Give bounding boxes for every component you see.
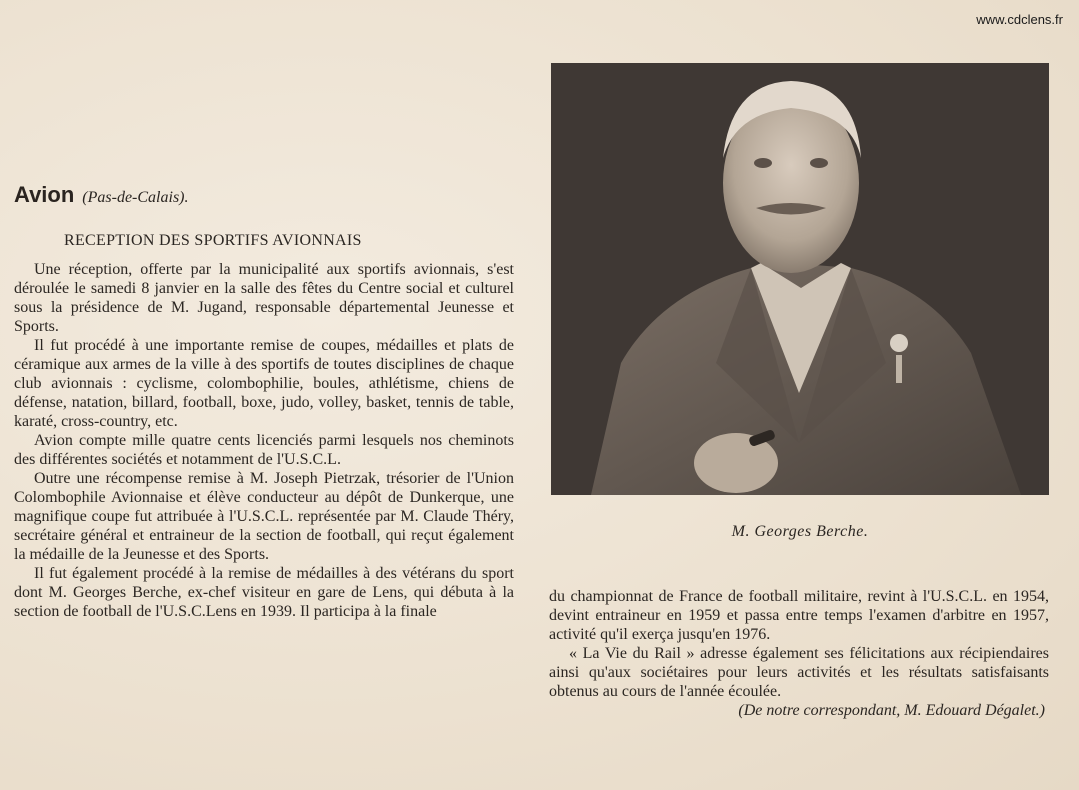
paragraph: Il fut procédé à une importante remise de coupes, médailles et plats de céramique aux armes de la ville à des sportifs de toutes disciplines de chaque club avionnais : cyclisme, colombophilie, boules, athlétisme, chiens de défense, natation, billard, football, boxe, judo, volley, basket, tennis de table, karaté, cross-country, etc. (14, 337, 514, 430)
paragraph: « La Vie du Rail » adresse également ses félicitations aux récipiendaires ainsi qu'aux sociétaires pour leurs activités et les résultats satisfaisants obtenus au cours de l'année écoulée. (549, 645, 1049, 700)
paragraph: Il fut également procédé à la remise de médailles à des vétérans du sport dont M. Georges Berche, ex-chef visiteur en gare de Lens, qui débuta à la section de football de l'U.S.C.Lens en 1939. Il participa à la finale (14, 565, 514, 620)
paragraph: Une réception, offerte par la municipalité aux sportifs avionnais, s'est déroulée le samedi 8 janvier en la salle des fêtes du Centre social et culturel sous la présidence de M. Jugand, responsable départemental Jeunesse et Sports. (14, 261, 514, 335)
article-title: RECEPTION DES SPORTIFS AVIONNAIS (64, 232, 362, 249)
region-name: (Pas-de-Calais). (82, 189, 189, 206)
portrait-photo (551, 63, 1049, 495)
watermark: www.cdclens.fr (976, 12, 1063, 27)
paragraph: Avion compte mille quatre cents licenciés parmi lesquels nos cheminots des différentes sociétés et notamment de l'U.S.C.L. (14, 432, 514, 468)
paragraph: du championnat de France de football militaire, revint à l'U.S.C.L. en 1954, devint entraineur en 1959 et passa entre temps l'examen d'arbitre en 1957, activité qu'il exerça jusqu'en 1976. (549, 588, 1049, 643)
article-column-right (549, 587, 1049, 720)
photo-caption: M. Georges Berche. (731, 523, 869, 540)
paragraph: Outre une récompense remise à M. Joseph Pietrzak, trésorier de l'Union Colombophile Avionnaise et élève conducteur au dépôt de Dunkerque, une magnifique coupe fut attribuée à l'U.S.C.L. représentée par M. Claude Théry, secrétaire général et entraineur de la section de football, qui reçut également la médaille de la Jeunesse et des Sports. (14, 470, 514, 563)
article-signature: (De notre correspondant, M. Edouard Dégalet.) (738, 702, 1045, 719)
article-heading (14, 182, 189, 208)
city-name: Avion (14, 182, 75, 207)
article-column-left (14, 260, 514, 621)
portrait-illustration (551, 63, 1049, 495)
